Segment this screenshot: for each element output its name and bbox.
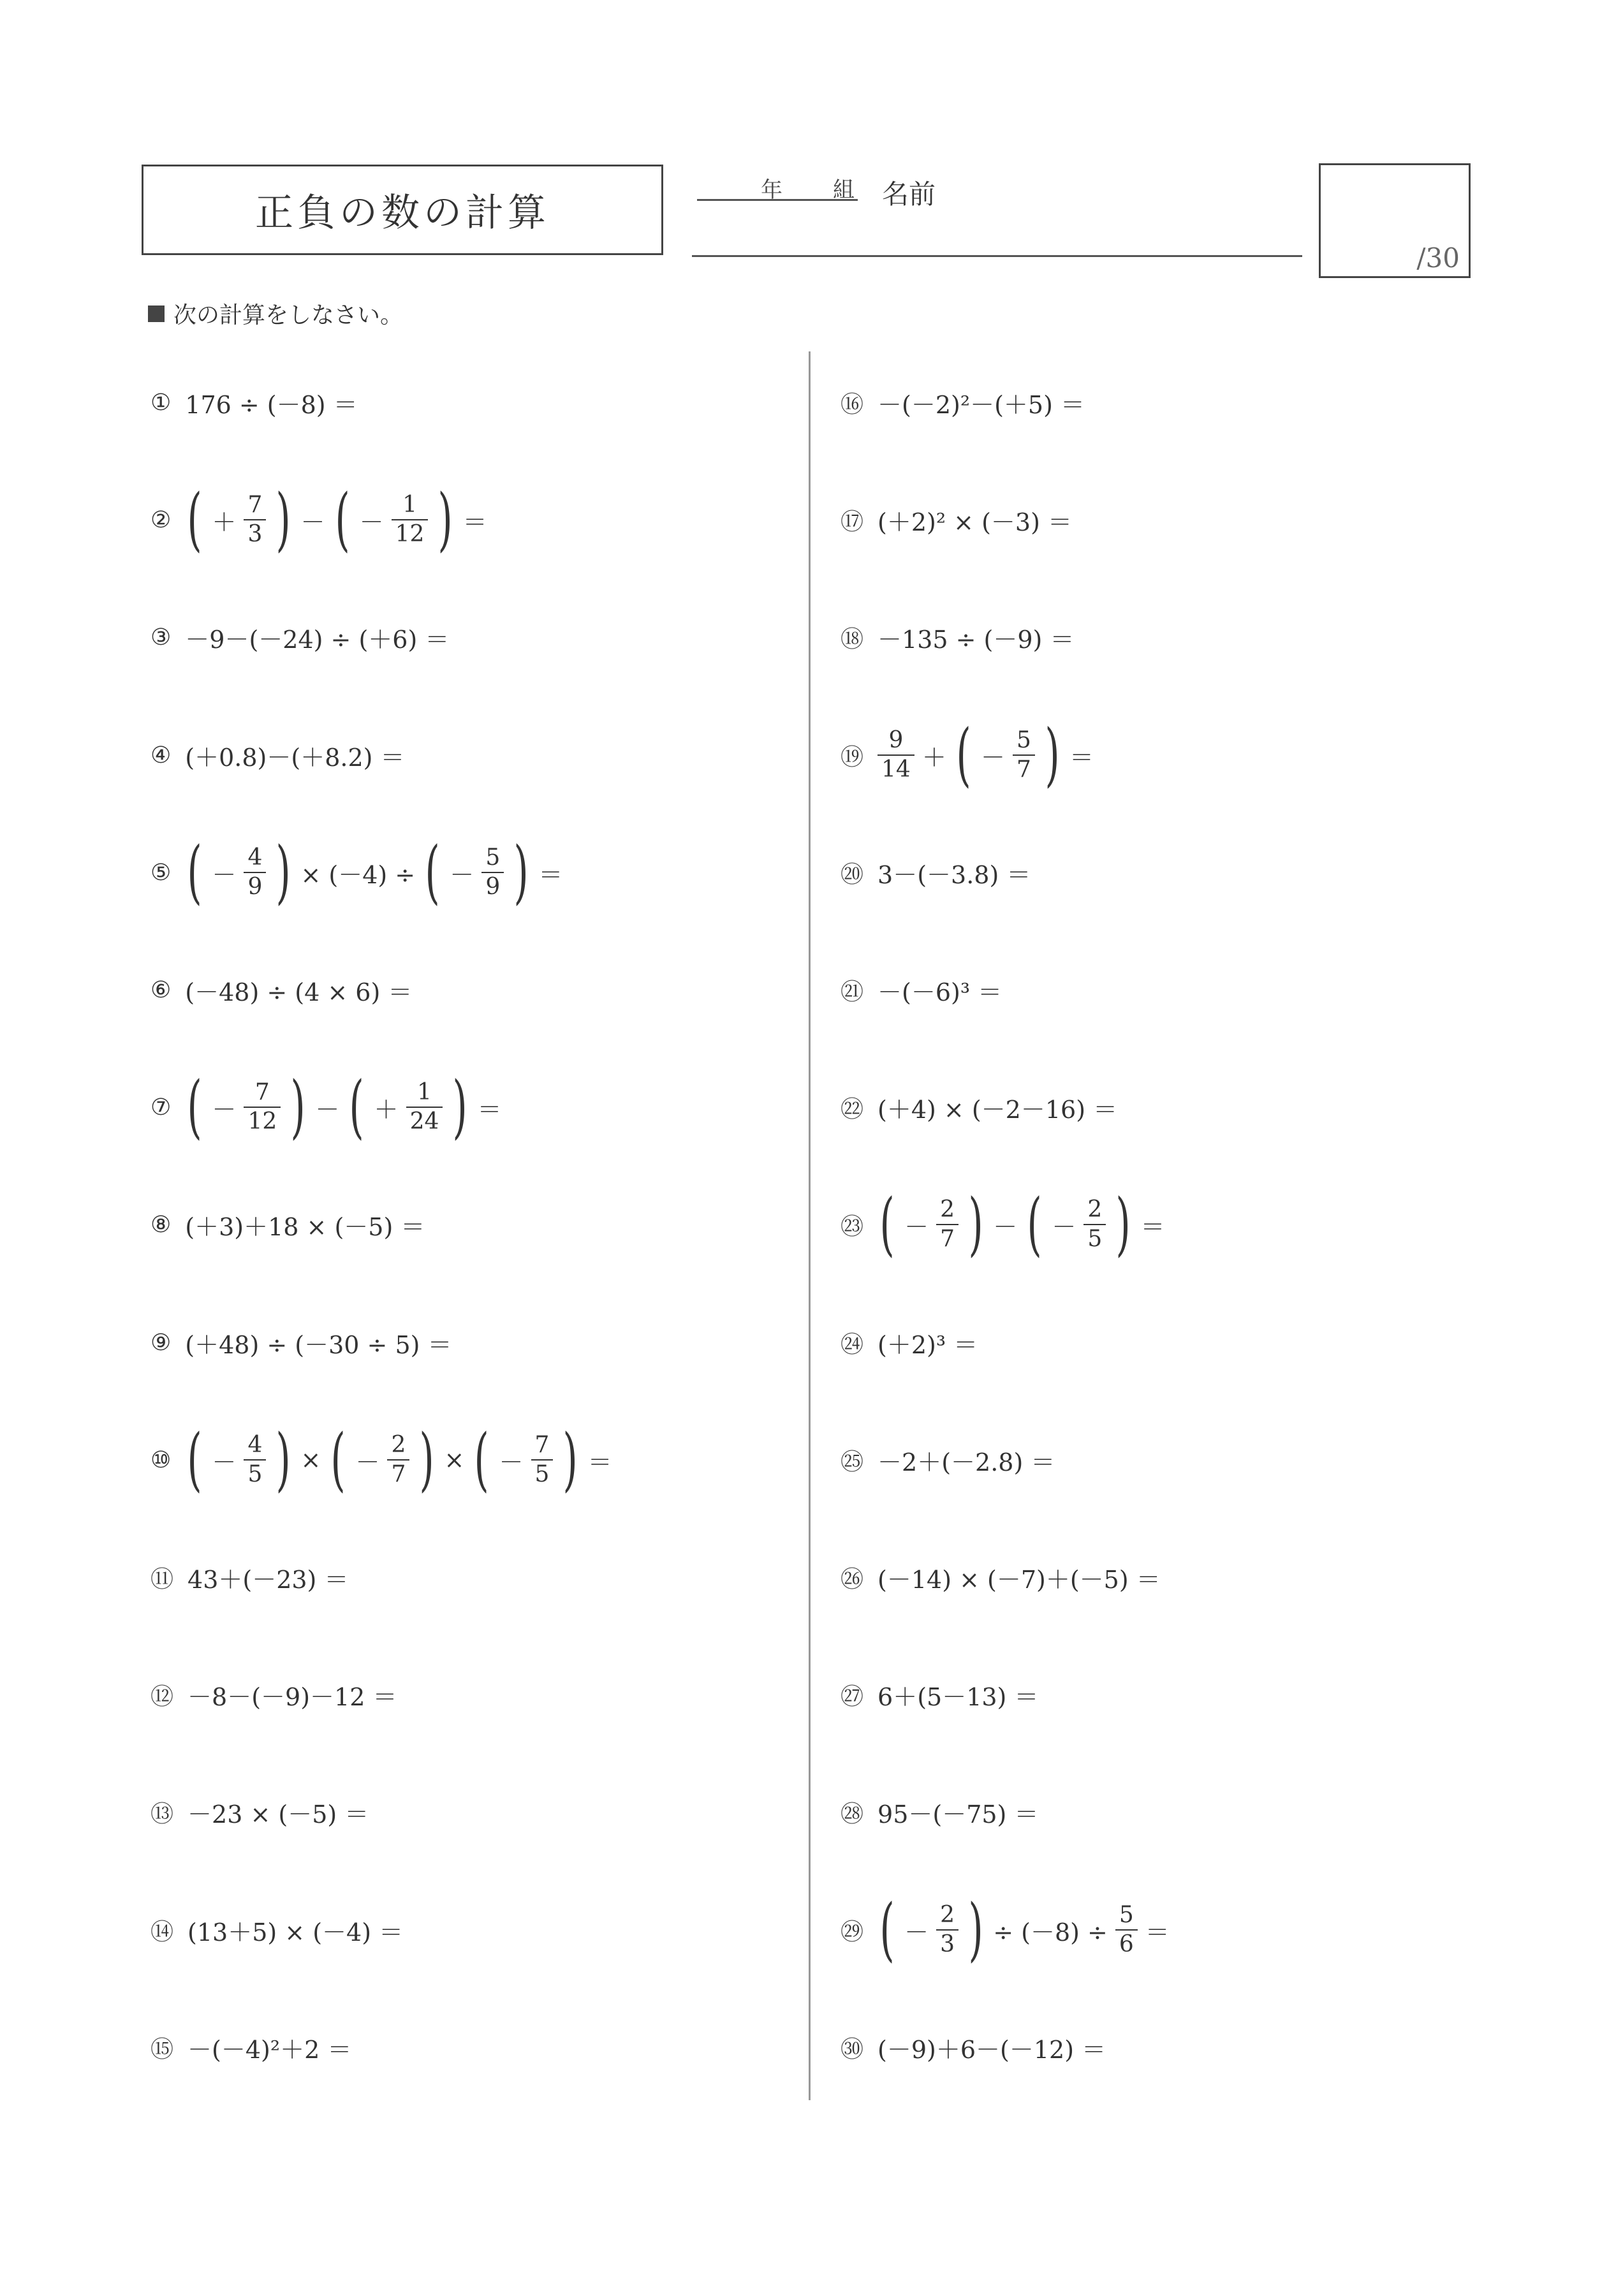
title-box xyxy=(142,165,663,255)
fraction xyxy=(1083,1196,1106,1253)
worksheet-title: 正負の数の計算 xyxy=(255,191,550,235)
fraction-denominator: 5 xyxy=(247,1461,263,1487)
expression-text: (－9)＋6－(－12) ＝ xyxy=(878,2035,1106,2064)
big-close-paren: ) xyxy=(419,1420,435,1499)
problem-number: ⑧ xyxy=(151,1211,172,1238)
expression-text: － xyxy=(212,1448,237,1476)
problem-number: ③ xyxy=(151,624,172,651)
fraction-numerator: 7 xyxy=(534,1432,550,1458)
fraction xyxy=(481,844,504,901)
problem-number: ⑫ xyxy=(151,1683,174,1710)
problem-10 xyxy=(151,1422,616,1498)
expression-text: －9－(－24) ÷ (＋6) ＝ xyxy=(185,625,450,654)
expression-text: －8－(－9)－12 ＝ xyxy=(187,1682,397,1711)
big-open-paren: ( xyxy=(474,1420,490,1499)
fraction-numerator: 1 xyxy=(417,1079,432,1105)
problem-20 xyxy=(841,834,1034,911)
big-open-paren: ( xyxy=(187,1067,202,1147)
big-open-paren: ( xyxy=(349,1067,365,1147)
problem-number: ㉕ xyxy=(841,1448,864,1475)
fraction-denominator: 6 xyxy=(1119,1931,1134,1957)
expression-text: 176 ÷ (－8) ＝ xyxy=(185,390,358,419)
fraction xyxy=(936,1901,958,1959)
big-close-paren: ) xyxy=(452,1067,468,1147)
score-total: /30 xyxy=(1416,242,1460,274)
fraction xyxy=(1115,1901,1138,1959)
fraction xyxy=(936,1196,958,1253)
fraction xyxy=(244,1078,281,1136)
expression-text: (＋48) ÷ (－30 ÷ 5) ＝ xyxy=(185,1330,452,1359)
problem-4 xyxy=(151,717,409,793)
problem-15 xyxy=(151,2009,355,2086)
expression-text: (＋3)＋18 × (－5) ＝ xyxy=(185,1212,425,1241)
big-close-paren: ) xyxy=(275,1420,291,1499)
fraction xyxy=(387,1431,409,1489)
expression-text: ＝ xyxy=(1140,1212,1165,1241)
expression-text: (－48) ÷ (4 × 6) ＝ xyxy=(185,978,413,1006)
big-close-paren: ) xyxy=(513,832,529,912)
problem-23 xyxy=(841,1186,1168,1263)
problem-number: ㉓ xyxy=(841,1213,864,1240)
fraction xyxy=(244,1431,266,1489)
big-open-paren: ( xyxy=(187,480,202,559)
problem-number: ㉑ xyxy=(841,978,864,1005)
problem-30 xyxy=(841,2009,1110,2086)
problem-number: ⑩ xyxy=(151,1446,172,1473)
fraction-denominator: 3 xyxy=(247,521,263,547)
expression-text: － xyxy=(315,1095,340,1124)
fraction-denominator: 24 xyxy=(409,1108,439,1135)
problem-number: ㉒ xyxy=(841,1096,864,1122)
problem-28 xyxy=(841,1774,1042,1850)
expression-text: × xyxy=(444,1446,465,1474)
fraction-numerator: 7 xyxy=(254,1079,270,1105)
fraction-numerator: 5 xyxy=(485,844,501,871)
expression-text: ＝ xyxy=(462,508,487,536)
big-close-paren: ) xyxy=(290,1067,305,1147)
expression-text: ÷ (－8) ÷ xyxy=(993,1918,1108,1946)
expression-text: － xyxy=(300,508,325,536)
problem-1 xyxy=(151,364,362,441)
expression-text: 95－(－75) ＝ xyxy=(878,1800,1039,1829)
expression-text: ＋ xyxy=(212,508,237,536)
fraction xyxy=(531,1431,554,1489)
expression-text: －(－4)²＋2 ＝ xyxy=(187,2035,352,2064)
problem-number: ㉔ xyxy=(841,1331,864,1358)
expression-text: －2＋(－2.8) ＝ xyxy=(878,1448,1055,1476)
problem-number: ㉙ xyxy=(841,1918,864,1945)
expression-text: ＝ xyxy=(477,1095,502,1124)
expression-text: 6＋(5－13) ＝ xyxy=(878,1682,1039,1711)
problem-number: ⑳ xyxy=(841,861,864,888)
problem-16 xyxy=(841,364,1089,441)
expression-text: × (－4) ÷ xyxy=(300,860,416,889)
problem-number: ⑨ xyxy=(151,1329,172,1356)
big-close-paren: ) xyxy=(275,480,291,559)
big-open-paren: ( xyxy=(956,715,971,795)
expression-text: － xyxy=(499,1448,524,1476)
big-open-paren: ( xyxy=(1027,1184,1042,1264)
problem-22 xyxy=(841,1069,1121,1145)
problem-26 xyxy=(841,1539,1164,1615)
expression-text: ＝ xyxy=(587,1448,612,1476)
expression-text: －23 × (－5) ＝ xyxy=(187,1800,369,1829)
class-label: 組 xyxy=(833,177,855,203)
expression-text: ＝ xyxy=(1069,743,1094,772)
fraction xyxy=(878,726,914,784)
expression-text: (13＋5) × (－4) ＝ xyxy=(187,1918,404,1946)
problem-9 xyxy=(151,1304,456,1381)
problem-number: ⑮ xyxy=(151,2036,174,2063)
expression-text: ＋ xyxy=(374,1095,399,1124)
problem-18 xyxy=(841,599,1078,675)
problem-24 xyxy=(841,1304,981,1381)
big-close-paren: ) xyxy=(1115,1184,1131,1264)
fraction-numerator: 2 xyxy=(940,1902,955,1928)
expression-text: －135 ÷ (－9) ＝ xyxy=(878,625,1075,654)
problem-number: ㉘ xyxy=(841,1800,864,1827)
expression-text: － xyxy=(212,1095,237,1124)
expression-text: 43＋(－23) ＝ xyxy=(187,1565,349,1594)
expression-text: × xyxy=(300,1446,321,1474)
fraction-numerator: 9 xyxy=(888,727,904,753)
problem-number: ② xyxy=(151,506,172,533)
fraction-numerator: 2 xyxy=(391,1432,406,1458)
fraction-denominator: 5 xyxy=(1087,1226,1103,1252)
fraction-denominator: 3 xyxy=(940,1931,955,1957)
problem-number: ④ xyxy=(151,742,172,769)
expression-text: ＝ xyxy=(538,860,563,889)
expression-text: － xyxy=(993,1212,1018,1241)
big-close-paren: ) xyxy=(437,480,453,559)
big-open-paren: ( xyxy=(879,1184,895,1264)
fraction xyxy=(244,491,266,548)
expression-text: － xyxy=(450,860,474,889)
problem-number: ⑰ xyxy=(841,508,864,535)
expression-text: ＝ xyxy=(1145,1918,1170,1946)
problem-number: ㉚ xyxy=(841,2036,864,2063)
problem-25 xyxy=(841,1422,1059,1498)
expression-text: (－14) × (－7)＋(－5) ＝ xyxy=(878,1565,1161,1594)
problem-number: ⑲ xyxy=(841,744,864,770)
fraction-denominator: 12 xyxy=(395,521,425,547)
fraction-denominator: 7 xyxy=(940,1226,955,1252)
fraction-numerator: 1 xyxy=(402,492,418,518)
expression-text: － xyxy=(904,1918,929,1946)
fraction-numerator: 7 xyxy=(247,492,263,518)
problem-number: ⑥ xyxy=(151,976,172,1003)
big-open-paren: ( xyxy=(425,832,440,912)
fraction-numerator: 2 xyxy=(1087,1196,1103,1223)
problem-19 xyxy=(841,717,1098,793)
problem-12 xyxy=(151,1656,400,1733)
fraction-denominator: 7 xyxy=(1017,756,1031,783)
problem-14 xyxy=(151,1892,407,1968)
big-close-paren: ) xyxy=(968,1890,983,1969)
score-box[interactable] xyxy=(1319,163,1471,278)
expression-text: (＋0.8)－(＋8.2) ＝ xyxy=(185,743,405,772)
expression-text: － xyxy=(359,508,384,536)
problem-number: ⑬ xyxy=(151,1800,174,1827)
fraction-denominator: 9 xyxy=(485,874,501,900)
problem-5 xyxy=(151,834,566,911)
fraction-denominator: 12 xyxy=(247,1108,277,1135)
big-open-paren: ( xyxy=(879,1890,895,1969)
fraction xyxy=(406,1078,443,1136)
big-open-paren: ( xyxy=(330,1420,346,1499)
problem-11 xyxy=(151,1539,352,1615)
expression-text: 3－(－3.8) ＝ xyxy=(878,860,1031,889)
problem-21 xyxy=(841,952,1006,1028)
problem-7 xyxy=(151,1069,506,1145)
problem-17 xyxy=(841,482,1076,558)
name-label: 名前 xyxy=(882,179,936,210)
fraction-numerator: 5 xyxy=(1119,1902,1134,1928)
problem-number: ⑱ xyxy=(841,626,864,652)
problem-29 xyxy=(841,1892,1173,1968)
fraction-denominator: 9 xyxy=(247,874,263,900)
big-close-paren: ) xyxy=(1045,715,1060,795)
name-write-line[interactable] xyxy=(692,255,1302,257)
expression-text: (＋2)³ ＝ xyxy=(878,1330,978,1359)
problem-8 xyxy=(151,1186,429,1263)
problem-27 xyxy=(841,1656,1042,1733)
problem-3 xyxy=(151,599,453,675)
big-close-paren: ) xyxy=(275,832,291,912)
year-label: 年 xyxy=(761,177,782,203)
expression-text: (＋2)² × (－3) ＝ xyxy=(878,508,1072,536)
fraction xyxy=(392,491,429,548)
problem-2 xyxy=(151,482,491,558)
fraction xyxy=(1013,726,1035,784)
big-open-paren: ( xyxy=(187,832,202,912)
fraction-denominator: 7 xyxy=(391,1461,406,1487)
fraction xyxy=(244,844,266,901)
expression-text: － xyxy=(980,743,1005,772)
instruction xyxy=(148,297,403,330)
year-class-line xyxy=(697,199,858,201)
big-close-paren: ) xyxy=(562,1420,578,1499)
problem-number: ⑯ xyxy=(841,391,864,418)
fraction-numerator: 4 xyxy=(247,1432,263,1458)
expression-text: －(－2)²－(＋5) ＝ xyxy=(878,390,1085,419)
problem-number: ⑭ xyxy=(151,1918,174,1945)
big-close-paren: ) xyxy=(968,1184,983,1264)
expression-text: － xyxy=(1052,1212,1076,1241)
fraction-numerator: 5 xyxy=(1017,727,1031,753)
fraction-numerator: 2 xyxy=(940,1196,955,1223)
fraction-denominator: 14 xyxy=(881,756,911,783)
problem-number: ① xyxy=(151,389,172,416)
problem-6 xyxy=(151,952,416,1028)
problem-number: ⑦ xyxy=(151,1094,172,1121)
expression-text: － xyxy=(904,1212,929,1241)
problem-number: ㉖ xyxy=(841,1566,864,1593)
instruction-text: 次の計算をしなさい。 xyxy=(173,302,404,328)
fraction-numerator: 4 xyxy=(247,844,263,871)
problem-number: ⑪ xyxy=(151,1566,174,1593)
expression-text: (＋4) × (－2－16) ＝ xyxy=(878,1095,1118,1124)
expression-text: －(－6)³ ＝ xyxy=(878,978,1002,1006)
expression-text: － xyxy=(212,860,237,889)
fraction-denominator: 5 xyxy=(534,1461,550,1487)
expression-text: ＋ xyxy=(922,743,946,772)
expression-text: － xyxy=(355,1448,380,1476)
problem-number: ⑤ xyxy=(151,859,172,886)
problem-13 xyxy=(151,1774,372,1850)
column-divider xyxy=(809,351,811,2100)
big-open-paren: ( xyxy=(187,1420,202,1499)
square-bullet-icon xyxy=(148,305,165,322)
problem-number: ㉗ xyxy=(841,1683,864,1710)
big-open-paren: ( xyxy=(334,480,350,559)
